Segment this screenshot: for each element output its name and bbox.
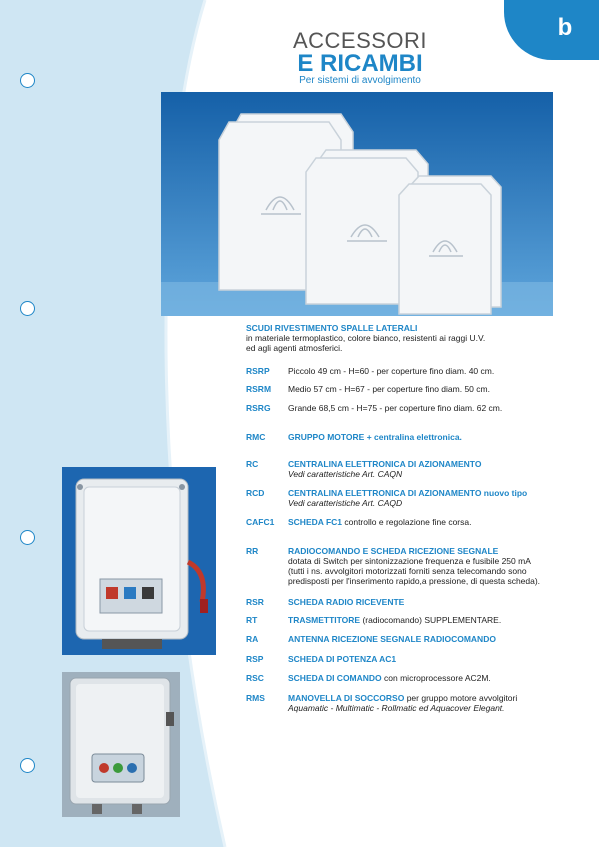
item-code: RSC: [246, 673, 264, 683]
shields-photo: [161, 92, 553, 316]
item-code: RSRM: [246, 384, 272, 394]
item-bold-text: SCHEDA FC1: [288, 517, 342, 527]
item-text: [288, 634, 578, 644]
item-line: dotata di Switch per sintonizzazione frequenza e fusibile 250 mA: [288, 556, 531, 566]
item-code: RSRP: [246, 366, 270, 376]
item-italic-text: Aquamatic - Multimatic - Rollmatic ed Aquacover Elegant.: [288, 703, 505, 713]
item-code: RT: [246, 615, 258, 625]
intro-description: [246, 323, 566, 353]
item-code: RSR: [246, 597, 264, 607]
page-subtitle: Per sistemi di avvolgimento: [299, 75, 421, 86]
item-text: [288, 517, 578, 527]
item-bold-text: SCHEDA DI POTENZA AC1: [288, 654, 397, 664]
item-bold-text: GRUPPO MOTORE + centralina elettronica.: [288, 432, 462, 442]
intro-line: in materiale termoplastico, colore bianco, resistenti ai raggi U.V.: [246, 333, 486, 343]
binder-hole: [20, 301, 35, 316]
item-text: [288, 432, 578, 442]
item-bold-text: MANOVELLA DI SOCCORSO: [288, 693, 405, 703]
item-plain-text: con microprocessore AC2M.: [381, 673, 491, 683]
item-code: RMC: [246, 432, 266, 442]
item-text: [288, 654, 578, 664]
item-code: RA: [246, 634, 259, 644]
item-text: [288, 488, 578, 508]
item-code: RMS: [246, 693, 265, 703]
item-bold-text: ANTENNA RICEZIONE SEGNALE RADIOCOMANDO: [288, 634, 496, 644]
item-bold-text: CENTRALINA ELETTRONICA DI AZIONAMENTO: [288, 459, 482, 469]
item-code: RC: [246, 459, 259, 469]
binder-hole: [20, 530, 35, 545]
item-bold-text: CENTRALINA ELETTRONICA DI AZIONAMENTO nuovo tipo: [288, 488, 528, 498]
item-text: [288, 546, 578, 586]
section-letter: b: [557, 14, 573, 41]
control-unit-photo: [62, 672, 180, 817]
page-title-line1: ACCESSORI: [292, 28, 428, 53]
item-text: Grande 68,5 cm - H=75 - per coperture fino diam. 62 cm.: [288, 403, 503, 413]
item-text: [288, 615, 578, 625]
item-code: RR: [246, 546, 259, 556]
item-line: predisposti per l'inserimento rapido,a pressione, di questa scheda).: [288, 576, 541, 586]
item-text: [288, 693, 578, 713]
item-text: [288, 597, 578, 607]
item-bold-text: RADIOCOMANDO E SCHEDA RICEZIONE SEGNALE: [288, 546, 499, 556]
item-italic-text: Vedi caratteristiche Art. CAQD: [288, 498, 403, 508]
binder-hole: [20, 73, 35, 88]
page-title-line2: E RICAMBI: [297, 50, 423, 77]
intro-line: ed agli agenti atmosferici.: [246, 343, 343, 353]
item-plain-text: (radiocomando) SUPPLEMENTARE.: [360, 615, 502, 625]
item-code: RSRG: [246, 403, 271, 413]
intro-heading: SCUDI RIVESTIMENTO SPALLE LATERALI: [246, 323, 418, 333]
item-plain-text: controllo e regolazione fine corsa.: [342, 517, 472, 527]
item-text: Medio 57 cm - H=67 - per coperture fino diam. 50 cm.: [288, 384, 490, 394]
item-code: RCD: [246, 488, 265, 498]
item-code: CAFC1: [246, 517, 275, 527]
control-box-photo: [62, 467, 216, 655]
item-text: [288, 673, 578, 683]
item-line: (tutti i ns. avvolgitori motorizzati forniti senza telecomando sono: [288, 566, 527, 576]
item-text: Piccolo 49 cm - H=60 - per coperture fino diam. 40 cm.: [288, 366, 495, 376]
item-bold-text: SCHEDA DI COMANDO: [288, 673, 382, 683]
item-plain-text: per gruppo motore avvolgitori: [404, 693, 518, 703]
item-italic-text: Vedi caratteristiche Art. CAQN: [288, 469, 403, 479]
item-text: [288, 459, 578, 479]
item-bold-text: SCHEDA RADIO RICEVENTE: [288, 597, 405, 607]
item-bold-text: TRASMETTITORE: [288, 615, 361, 625]
item-code: RSP: [246, 654, 264, 664]
binder-hole: [20, 758, 35, 773]
